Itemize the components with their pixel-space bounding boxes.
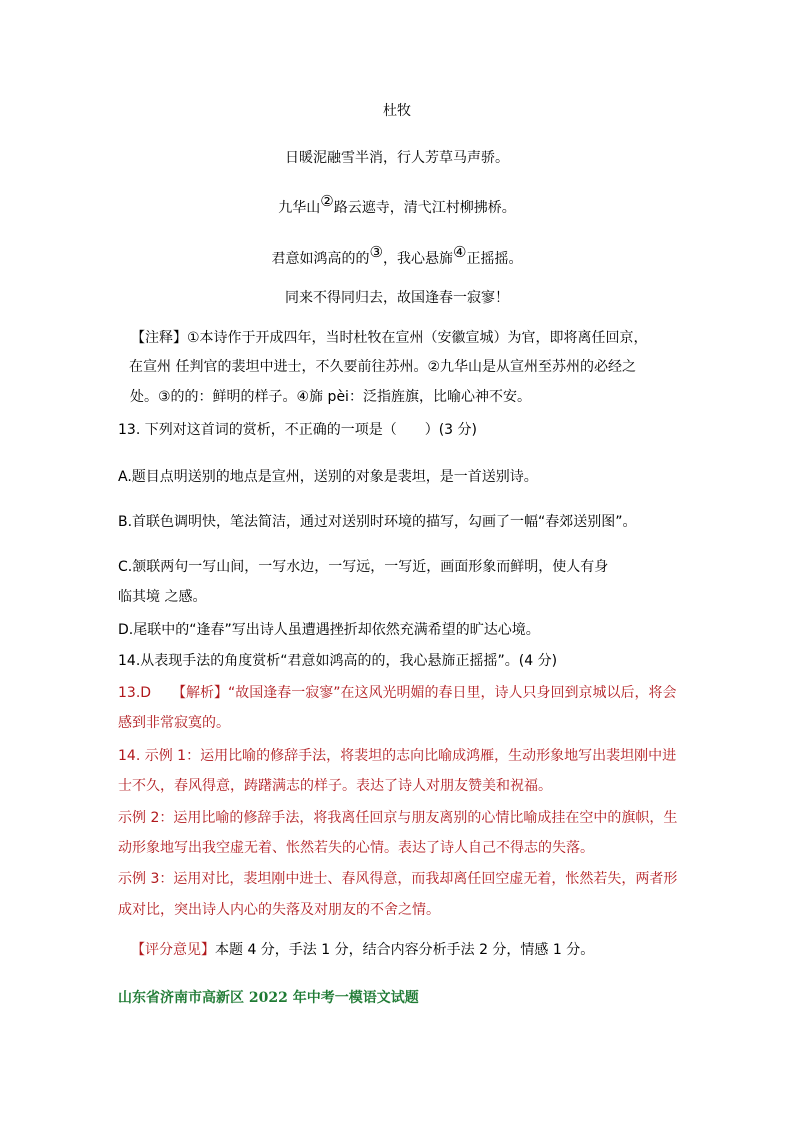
answer-14-example-2-line-1: 示例 2：运用比喻的修辞手法，将我离任回京与朋友离别的心情比喻成挂在空中的旗帜，生 — [118, 810, 678, 826]
annotation-line-2: 在宣州 任判官的裴坦中进士，不久要前往苏州。②九华山是从宣州至苏州的必经之 — [129, 359, 636, 375]
annotation-line-1: 【注释】①本诗作于开成四年，当时杜牧在宣州（安徽宣城）为官，即将离任回京， — [131, 330, 648, 346]
note-marker-2: ② — [320, 192, 334, 210]
note-marker-4: ④ — [453, 243, 467, 261]
poem-line-3-part-2: ，我心悬旆 — [383, 251, 453, 267]
note-marker-3: ③ — [369, 243, 383, 261]
option-b: B.首联色调明快，笔法简洁，通过对送别时环境的描写，勾画了一幅“春郊送别图”。 — [118, 514, 637, 530]
answer-14-example-3-line-1: 示例 3：运用对比，裴坦刚中进士、春风得意，而我却离任回空虚无着，怅然若失，两者形 — [118, 871, 678, 887]
poem-line-4: 同来不得同归去，故国逢春一寂寥！ — [285, 290, 509, 306]
poem-author: 杜牧 — [383, 103, 411, 119]
option-a: A.题目点明送别的地点是宣州，送别的对象是裴坦，是一首送别诗。 — [118, 469, 538, 485]
option-c-line-1: C.颔联两句一写山间，一写水边，一写远，一写近，画面形象而鲜明，使人有身 — [118, 559, 609, 575]
poem-line-2-part-1: 九华山 — [278, 200, 321, 216]
question-14: 14.从表现手法的角度赏析“君意如鸿高的的，我心悬旆正摇摇”。(4 分) — [118, 653, 558, 669]
answer-13-line-2: 感到非常寂寞的。 — [118, 715, 230, 731]
question-13: 13. 下列对这首词的赏析，不正确的一项是（ ）(3 分) — [118, 422, 477, 438]
answer-14-example-1-line-2: 士不久，春风得意，踌躇满志的样子。表达了诗人对朋友赞美和祝福。 — [118, 778, 552, 794]
poem-line-3-part-1: 君意如鸿高的的 — [271, 251, 370, 267]
scoring-note-label: 【评分意见】 — [131, 942, 215, 958]
annotation-line-3: 处。③的的：鲜明的样子。④旆 pèi：泛指旌旗，比喻心神不安。 — [130, 389, 531, 405]
section-heading: 山东省济南市高新区 2022 年中考一模语文试题 — [118, 990, 419, 1006]
scoring-note-text: 本题 4 分，手法 1 分，结合内容分析手法 2 分，情感 1 分。 — [215, 942, 595, 958]
poem-line-3 — [0, 243, 794, 269]
poem-line-2 — [0, 192, 794, 218]
scoring-note — [131, 940, 594, 960]
poem-line-3-part-3: 正摇摇。 — [466, 251, 523, 267]
option-c-line-2: 临其境 之感。 — [118, 589, 207, 605]
poem-line-1: 日暖泥融雪半消，行人芳草马声骄。 — [285, 150, 509, 166]
answer-14-example-2-line-2: 动形象地写出我空虚无着、怅然若失的心情。表达了诗人自己不得志的失落。 — [118, 840, 594, 856]
poem-line-2-part-2: 路云遮寺，清弋江村柳拂桥。 — [333, 200, 516, 216]
answer-14-example-1-line-1: 14. 示例 1：运用比喻的修辞手法，将裴坦的志向比喻成鸿雁，生动形象地写出裴坦刚中进 — [118, 748, 677, 764]
option-d: D.尾联中的“逢春”写出诗人虽遭遇挫折却依然充满希望的旷达心境。 — [118, 622, 540, 638]
answer-14-example-3-line-2: 成对比，突出诗人内心的失落及对朋友的不舍之情。 — [118, 902, 440, 918]
answer-13-line-1: 13.D 【解析】“故国逢春一寂寥”在这风光明媚的春日里，诗人只身回到京城以后，将会 — [118, 685, 677, 701]
